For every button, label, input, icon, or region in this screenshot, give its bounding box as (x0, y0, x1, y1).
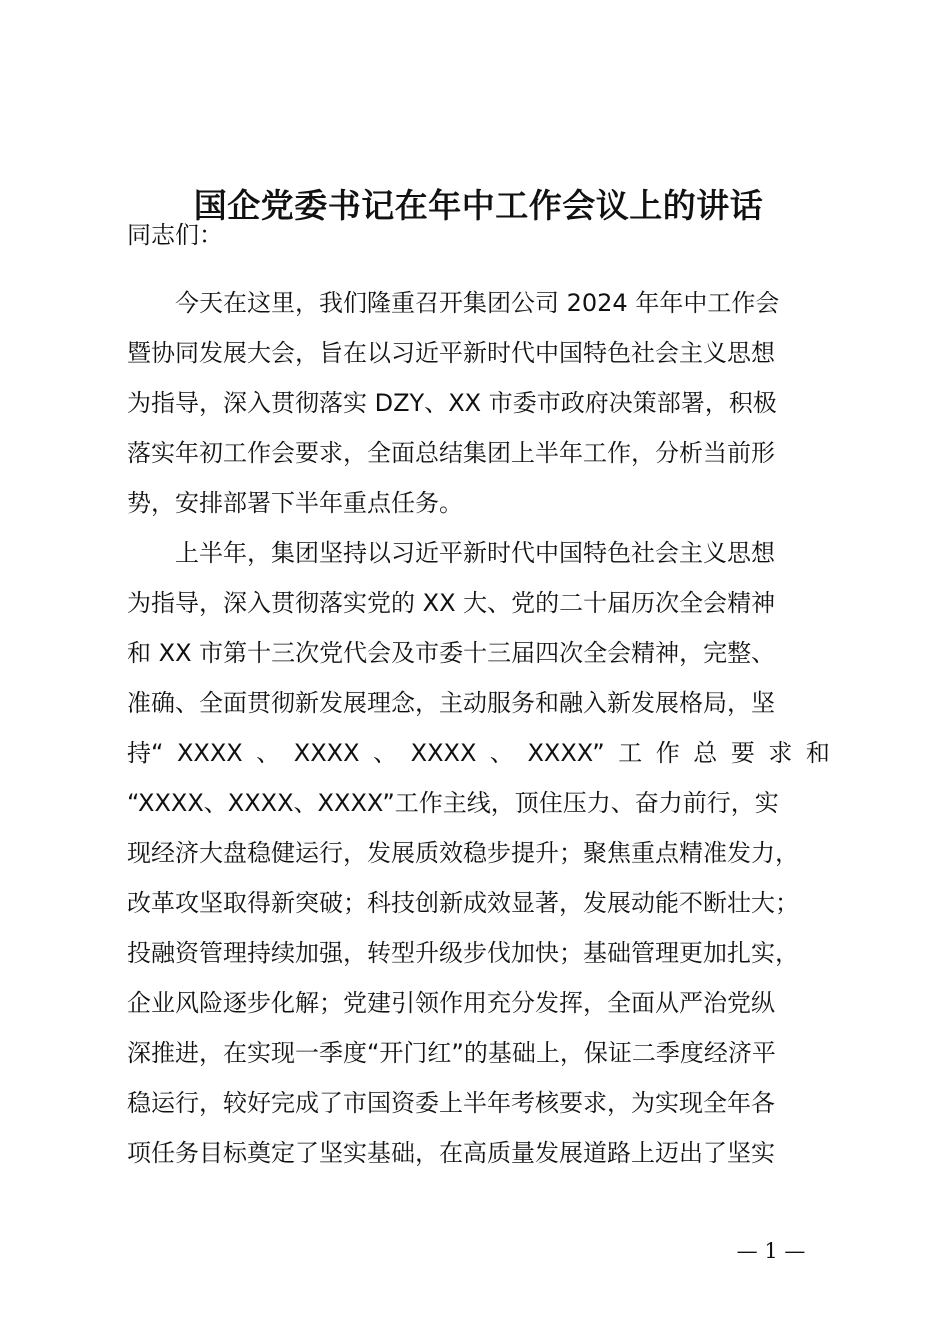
spread-token: XXXX (176, 739, 243, 767)
spread-token: 、 (256, 739, 281, 767)
paragraph-1-line-4: 落实年初工作会要求，全面总结集团上半年工作，分析当前形 (127, 439, 775, 467)
spread-token: 要 (730, 739, 755, 767)
paragraph-2-line-12: 稳运行，较好完成了市国资委上半年考核要求，为实现全年各 (127, 1089, 775, 1117)
paragraph-2-line-1: 上半年，集团坚持以习近平新时代中国特色社会主义思想 (175, 539, 775, 567)
spread-token: 和 (805, 739, 830, 767)
spread-token: XXXX (293, 739, 360, 767)
paragraph-1-line-3: 为指导，深入贯彻落实 DZY、XX 市委市政府决策部署，积极 (127, 389, 777, 417)
spread-token: XXXX (410, 739, 477, 767)
paragraph-2-line-10: 企业风险逐步化解；党建引领作用充分发挥，全面从严治党纵 (127, 989, 775, 1017)
spread-token: XXXX” (527, 739, 605, 767)
paragraph-2-line-2: 为指导，深入贯彻落实党的 XX 大、党的二十届历次全会精神 (127, 589, 776, 617)
paragraph-2-line-11: 深推进，在实现一季度“开门红”的基础上，保证二季度经济平 (127, 1039, 776, 1067)
paragraph-2-line-13: 项任务目标奠定了坚实基础，在高质量发展道路上迈出了坚实 (127, 1139, 775, 1167)
page-number: — 1 — (736, 1239, 806, 1263)
paragraph-2-line-9: 投融资管理持续加强，转型升级步伐加快；基础管理更加扎实， (127, 939, 799, 967)
spread-token: 持“ (127, 739, 164, 767)
paragraph-2-line-7: 现经济大盘稳健运行，发展质效稳步提升；聚焦重点精准发力， (127, 839, 799, 867)
greeting-line: 同志们： (127, 221, 223, 249)
paragraph-2-line-5 (127, 728, 830, 778)
paragraph-1-line-2: 暨协同发展大会，旨在以习近平新时代中国特色社会主义思想 (127, 339, 775, 367)
paragraph-2-line-8: 改革攻坚取得新突破；科技创新成效显著，发展动能不断壮大； (127, 889, 799, 917)
spread-token: 作 (655, 739, 680, 767)
paragraph-2-line-6: “XXXX、XXXX、XXXX”工作主线，顶住压力、奋力前行，实 (127, 789, 779, 817)
spread-token: 工 (618, 739, 643, 767)
paragraph-2-line-4: 准确、全面贯彻新发展理念，主动服务和融入新发展格局，坚 (127, 689, 775, 717)
paragraph-2-line-3: 和 XX 市第十三次党代会及市委十三届四次全会精神，完整、 (127, 639, 776, 667)
spread-token: 总 (693, 739, 718, 767)
spread-token: 、 (373, 739, 398, 767)
paragraph-1-line-5: 势，安排部署下半年重点任务。 (127, 489, 463, 517)
spread-token: 、 (489, 739, 514, 767)
document-title: 国企党委书记在年中工作会议上的讲话 (193, 186, 764, 225)
spread-token: 求 (768, 739, 793, 767)
paragraph-1-line-1: 今天在这里，我们隆重召开集团公司 2024 年年中工作会 (175, 289, 780, 317)
